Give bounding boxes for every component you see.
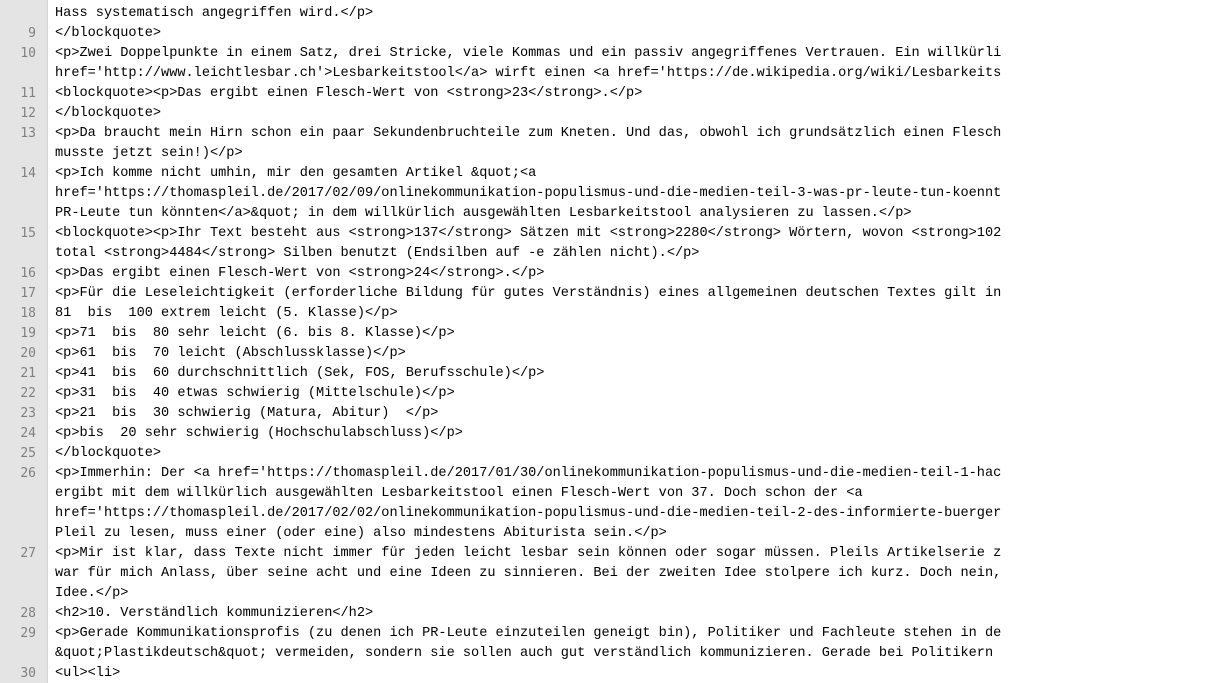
line-number: 17 xyxy=(20,286,36,301)
wrapped-text-segment: Hass systematisch angegriffen wird.</p> xyxy=(55,6,374,21)
code-line[interactable] xyxy=(0,4,1215,24)
line-number: 18 xyxy=(20,306,36,321)
code-line[interactable] xyxy=(0,264,1215,284)
wrapped-text-segment: Pleil zu lesen, muss einer (oder eine) also mindestens Abiturista sein.</p> xyxy=(55,526,667,541)
line-number: 24 xyxy=(20,426,36,441)
wrapped-text-segment: <p>41 bis 60 durchschnittlich (Sek, FOS, Berufsschule)</p> xyxy=(55,366,545,381)
wrapped-text-segment: <p>Gerade Kommunikationsprofis (zu denen ich PR-Leute einzuteilen geneigt bin), Politiker und Fachleute stehen in de xyxy=(55,626,1002,641)
line-number: 29 xyxy=(20,626,36,641)
wrapped-text-segment: </blockquote> xyxy=(55,26,162,41)
line-number: 15 xyxy=(20,226,36,241)
line-text[interactable] xyxy=(55,424,1215,444)
wrapped-text-segment: href='http://www.leichtlesbar.ch'>Lesbarkeitstool</a> wirft einen <a href='https://de.wikipedia.org/wiki/Lesbarkeits xyxy=(55,66,1002,81)
wrapped-text-segment: 81 bis 100 extrem leicht (5. Klasse)</p> xyxy=(55,306,398,321)
wrapped-text-segment: <p>Da braucht mein Hirn schon ein paar Sekundenbruchteile zum Kneten. Und das, obwohl ich grundsätzlich einen Flesch xyxy=(55,126,1002,141)
wrapped-text-segment: <p>Ich komme nicht umhin, mir den gesamten Artikel &quot;<a xyxy=(55,166,537,181)
line-text[interactable] xyxy=(55,664,1215,683)
wrapped-text-segment: <p>Das ergibt einen Flesch-Wert von <strong>24</strong>.</p> xyxy=(55,266,545,281)
line-number: 21 xyxy=(20,366,36,381)
wrapped-text-segment: PR-Leute tun könnten</a>&quot; in dem willkürlich ausgewählten Lesbarkeitstool analysieren zu lassen.</p> xyxy=(55,206,912,221)
code-line[interactable] xyxy=(0,224,1215,264)
code-line[interactable] xyxy=(0,344,1215,364)
wrapped-text-segment: <h2>10. Verständlich kommunizieren</h2> xyxy=(55,606,374,621)
line-number: 20 xyxy=(20,346,36,361)
wrapped-text-segment: <p>31 bis 40 etwas schwierig (Mittelschule)</p> xyxy=(55,386,455,401)
line-text[interactable] xyxy=(55,544,1215,604)
line-text[interactable] xyxy=(55,24,1215,44)
line-number: 30 xyxy=(20,666,36,681)
code-line[interactable] xyxy=(0,124,1215,164)
wrapped-text-segment: Idee.</p> xyxy=(55,586,129,601)
wrapped-text-segment: total <strong>4484</strong> Silben benutzt (Endsilben auf -e zählen nicht).</p> xyxy=(55,246,700,261)
code-line[interactable] xyxy=(0,444,1215,464)
line-number: 16 xyxy=(20,266,36,281)
wrapped-text-segment: <p>21 bis 30 schwierig (Matura, Abitur) </p> xyxy=(55,406,439,421)
wrapped-text-segment: </blockquote> xyxy=(55,106,162,121)
code-line[interactable] xyxy=(0,404,1215,424)
line-text[interactable] xyxy=(55,344,1215,364)
line-text[interactable] xyxy=(55,104,1215,124)
line-text[interactable] xyxy=(55,444,1215,464)
code-line[interactable] xyxy=(0,284,1215,304)
wrapped-text-segment: musste jetzt sein!)</p> xyxy=(55,146,243,161)
line-number: 22 xyxy=(20,386,36,401)
line-text[interactable] xyxy=(55,164,1215,224)
line-number: 25 xyxy=(20,446,36,461)
code-line[interactable] xyxy=(0,624,1215,664)
line-number: 28 xyxy=(20,606,36,621)
line-text[interactable] xyxy=(55,404,1215,424)
line-number: 11 xyxy=(20,86,36,101)
line-text[interactable] xyxy=(55,384,1215,404)
code-line[interactable] xyxy=(0,104,1215,124)
line-number: 26 xyxy=(20,466,36,481)
wrapped-text-segment: <p>71 bis 80 sehr leicht (6. bis 8. Klasse)</p> xyxy=(55,326,455,341)
code-line[interactable] xyxy=(0,464,1215,544)
code-line[interactable] xyxy=(0,384,1215,404)
wrapped-text-segment: war für mich Anlass, über seine acht und eine Ideen zu sinnieren. Bei der zweiten Idee stolpere ich kurz. Doch nein, xyxy=(55,566,1002,581)
code-line[interactable] xyxy=(0,324,1215,344)
line-text[interactable] xyxy=(55,284,1215,304)
code-line[interactable] xyxy=(0,84,1215,104)
line-text[interactable] xyxy=(55,464,1215,544)
code-line[interactable] xyxy=(0,44,1215,84)
wrapped-text-segment: <p>bis 20 sehr schwierig (Hochschulabschluss)</p> xyxy=(55,426,463,441)
code-line[interactable] xyxy=(0,304,1215,324)
code-line[interactable] xyxy=(0,604,1215,624)
line-text[interactable] xyxy=(55,604,1215,624)
line-text[interactable] xyxy=(55,304,1215,324)
wrapped-text-segment: <p>61 bis 70 leicht (Abschlussklasse)</p> xyxy=(55,346,406,361)
wrapped-text-segment: <p>Für die Leseleichtigkeit (erforderliche Bildung für gutes Verständnis) eines allgemeinen deutschen Textes gilt in xyxy=(55,286,1002,301)
wrapped-text-segment: ergibt mit dem willkürlich ausgewählten Lesbarkeitstool einen Flesch-Wert von 37. Doch schon der <a xyxy=(55,486,863,501)
line-text[interactable] xyxy=(55,84,1215,104)
line-number: 14 xyxy=(20,166,36,181)
line-text[interactable] xyxy=(55,4,1215,24)
code-line[interactable] xyxy=(0,664,1215,683)
line-number: 13 xyxy=(20,126,36,141)
wrapped-text-segment: <blockquote><p>Ihr Text besteht aus <strong>137</strong> Sätzen mit <strong>2280</strong> Wörtern, wovon <strong>102 xyxy=(55,226,1002,241)
wrapped-text-segment: <ul><li> xyxy=(55,666,121,681)
wrapped-text-segment: <p>Immerhin: Der <a href='https://thomaspleil.de/2017/01/30/onlinekommunikation-populismus-und-die-medien-teil-1-hac xyxy=(55,466,1002,481)
code-line[interactable] xyxy=(0,364,1215,384)
code-line[interactable] xyxy=(0,424,1215,444)
line-text[interactable] xyxy=(55,264,1215,284)
line-text[interactable] xyxy=(55,324,1215,344)
line-text[interactable] xyxy=(55,44,1215,84)
wrapped-text-segment: &quot;Plastikdeutsch&quot; vermeiden, sondern sie sollen auch gut verständlich kommunizieren. Gerade bei Politikern xyxy=(55,646,994,661)
wrapped-text-segment: <p>Mir ist klar, dass Texte nicht immer für jeden leicht lesbar sein können oder sogar müssen. Pleils Artikelserie z xyxy=(55,546,1002,561)
editor-text-area[interactable] xyxy=(0,4,1215,683)
wrapped-text-segment: <p>Zwei Doppelpunkte in einem Satz, drei Stricke, viele Kommas und ein passiv angegriffenes Vertrauen. Ein willkürli xyxy=(55,46,1002,61)
code-line[interactable] xyxy=(0,544,1215,604)
code-line[interactable] xyxy=(0,24,1215,44)
line-text[interactable] xyxy=(55,624,1215,664)
line-number: 10 xyxy=(20,46,36,61)
wrapped-text-segment: <blockquote><p>Das ergibt einen Flesch-Wert von <strong>23</strong>.</p> xyxy=(55,86,643,101)
line-text[interactable] xyxy=(55,224,1215,264)
wrapped-text-segment: </blockquote> xyxy=(55,446,162,461)
line-number: 27 xyxy=(20,546,36,561)
line-number: 12 xyxy=(20,106,36,121)
line-text[interactable] xyxy=(55,364,1215,384)
line-text[interactable] xyxy=(55,124,1215,164)
line-number: 23 xyxy=(20,406,36,421)
wrapped-text-segment: href='https://thomaspleil.de/2017/02/02/onlinekommunikation-populismus-und-die-medien-teil-2-des-informierte-buerger xyxy=(55,506,1002,521)
wrapped-text-segment: href='https://thomaspleil.de/2017/02/09/onlinekommunikation-populismus-und-die-medien-teil-3-was-pr-leute-tun-koennt xyxy=(55,186,1002,201)
code-line[interactable] xyxy=(0,164,1215,224)
line-number: 9 xyxy=(28,26,36,41)
line-number: 19 xyxy=(20,326,36,341)
